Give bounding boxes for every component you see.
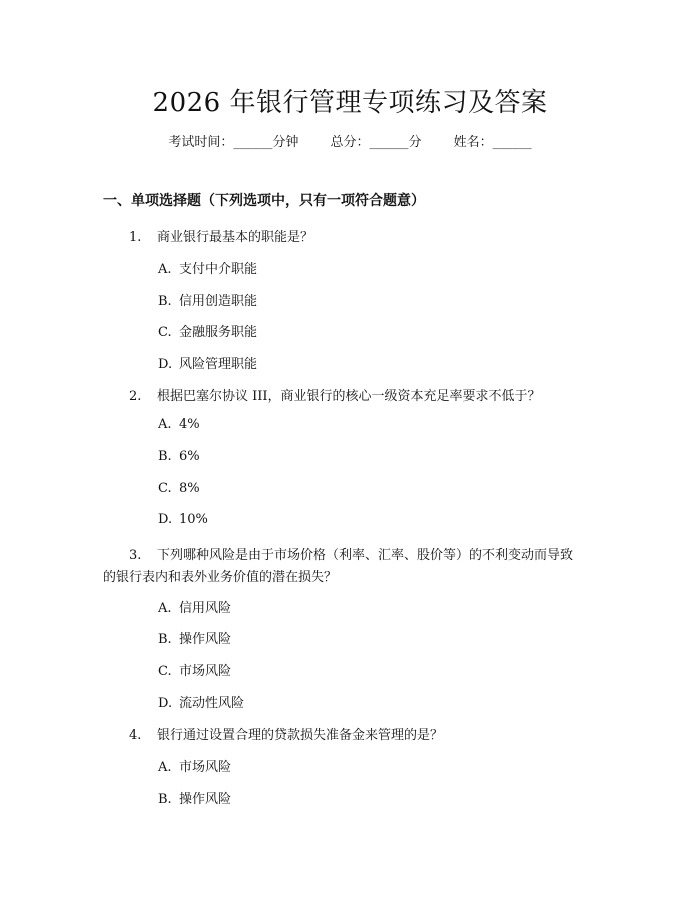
option-2d	[158, 512, 208, 527]
question-number: 4.	[129, 728, 142, 743]
option-1c	[158, 321, 257, 340]
option-text: 操作风险	[179, 792, 232, 807]
option-letter: C.	[158, 481, 172, 496]
option-1d	[158, 353, 257, 372]
option-text: 风险管理职能	[179, 357, 258, 372]
option-letter: B.	[158, 632, 172, 647]
option-letter: A.	[158, 601, 172, 616]
option-letter: C.	[158, 664, 172, 679]
question-text: 银行通过设置合理的贷款损失准备金来管理的是？	[157, 728, 444, 743]
question-stem	[129, 385, 541, 404]
option-3d	[158, 692, 244, 711]
option-3a	[158, 597, 231, 616]
question-stem	[129, 544, 573, 563]
option-text: 信用创造职能	[179, 294, 258, 309]
option-text: 市场风险	[179, 664, 232, 679]
option-1b	[158, 290, 257, 309]
option-text: 支付中介职能	[179, 262, 258, 277]
option-letter: D.	[158, 696, 173, 711]
question-text: 下列哪种风险是由于市场价格（利率、汇率、股价等）的不利变动而导致	[157, 548, 574, 563]
student-name-field: 姓名：______	[453, 135, 532, 150]
option-4b	[158, 788, 231, 807]
question-stem	[129, 226, 313, 245]
option-letter: A.	[158, 262, 172, 277]
option-text: 市场风险	[179, 760, 232, 775]
option-text: 操作风险	[179, 632, 232, 647]
option-text: 金融服务职能	[179, 325, 258, 340]
option-text: 流动性风险	[179, 696, 245, 711]
option-2a	[158, 417, 200, 432]
question-text-continuation: 的银行表内和表外业务价值的潜在损失？	[103, 570, 338, 585]
option-letter: D.	[158, 512, 173, 527]
option-letter: A.	[158, 417, 172, 432]
total-score-field: 总分：______分	[330, 135, 422, 150]
option-letter: B.	[158, 294, 172, 309]
option-text: 信用风险	[179, 601, 232, 616]
page-title: 2026 年银行管理专项练习及答案	[152, 88, 548, 118]
option-letter: B.	[158, 449, 172, 464]
option-text: 8%	[179, 481, 200, 496]
question-text: 商业银行最基本的职能是？	[157, 230, 314, 245]
exam-time-field: 考试时间：______分钟	[168, 135, 299, 150]
option-1a	[158, 258, 257, 277]
exam-meta-row	[0, 131, 700, 150]
option-2b	[158, 449, 200, 464]
option-text: 10%	[179, 512, 208, 527]
question-number: 3.	[129, 548, 142, 563]
question-number: 2.	[129, 389, 142, 404]
option-2c	[158, 481, 200, 496]
question-text: 根据巴塞尔协议 III，商业银行的核心一级资本充足率要求不低于？	[157, 389, 541, 404]
option-3c	[158, 660, 231, 679]
option-3b	[158, 628, 231, 647]
question-stem	[129, 724, 443, 743]
option-letter: C.	[158, 325, 172, 340]
section-heading: 一、单项选择题（下列选项中，只有一项符合题意）	[103, 193, 425, 209]
option-4a	[158, 756, 231, 775]
option-letter: D.	[158, 357, 173, 372]
option-letter: A.	[158, 760, 172, 775]
question-number: 1.	[129, 230, 142, 245]
option-text: 6%	[179, 449, 200, 464]
option-letter: B.	[158, 792, 172, 807]
option-text: 4%	[179, 417, 200, 432]
